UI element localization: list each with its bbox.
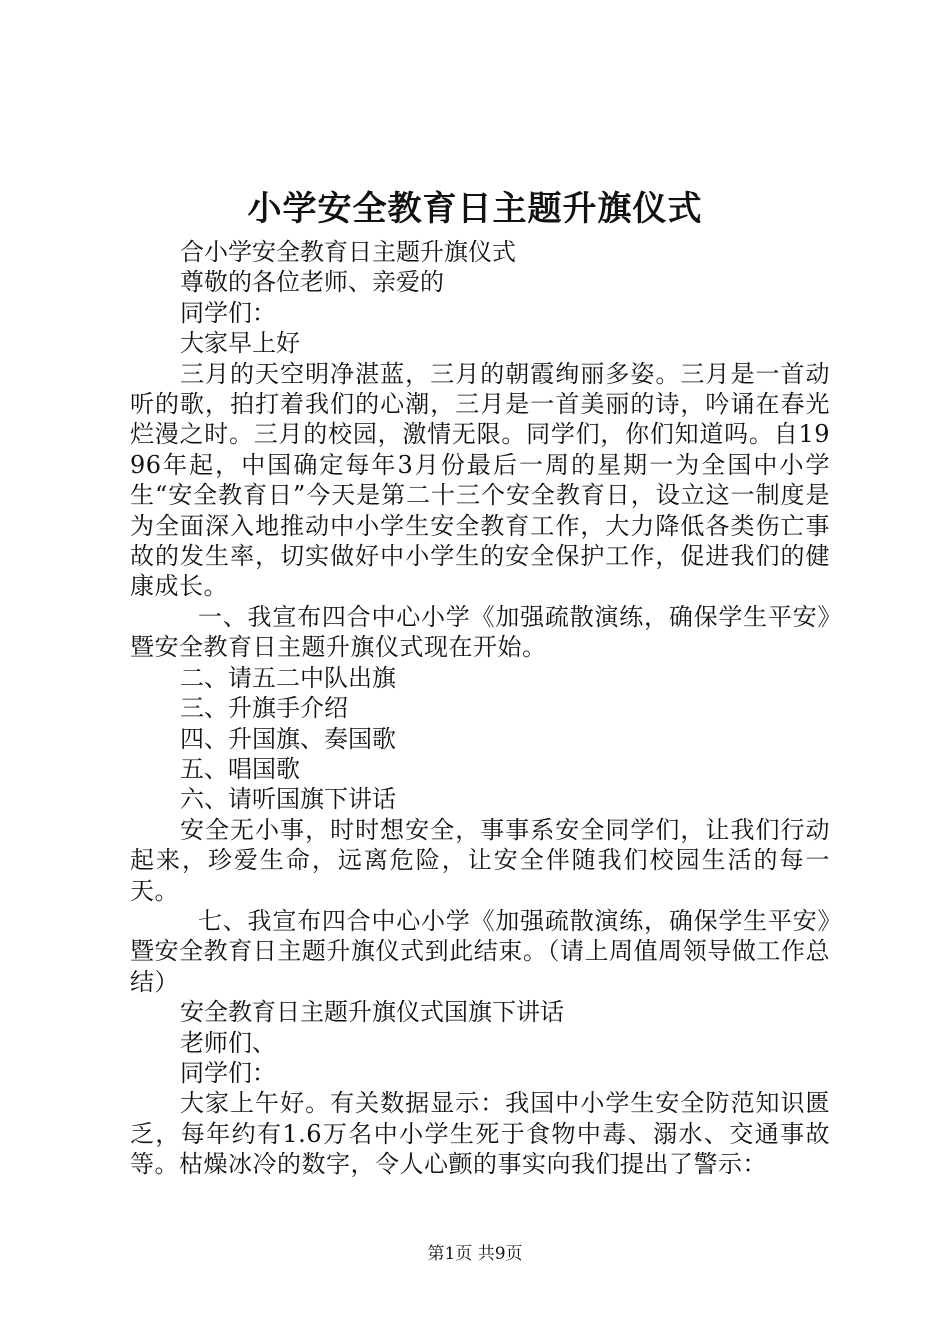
paragraph: 六、请听国旗下讲话: [180, 785, 396, 814]
paragraph: 五、唱国歌: [180, 754, 300, 783]
paragraph: 安全教育日主题升旗仪式国旗下讲话: [180, 998, 564, 1027]
paragraph: 一、我宣布四合中心小学《加强疏散演练，确保学生平安》暨安全教育日主题升旗仪式现在开始。: [130, 602, 830, 662]
paragraph: 安全无小事，时时想安全，事事系安全同学们，让我们行动起来，珍爱生命，远离危险，让安全伴随我们校园生活的每一天。: [130, 815, 830, 905]
paragraph: 三、升旗手介绍: [180, 694, 348, 723]
paragraph: 尊敬的各位老师、亲爱的: [180, 268, 444, 297]
paragraph: 合小学安全教育日主题升旗仪式: [180, 238, 516, 266]
paragraph: 四、升国旗、奏国歌: [180, 724, 396, 753]
page-footer: 第1页 共9页: [427, 1244, 523, 1264]
paragraph: 三月的天空明净湛蓝，三月的朝霞绚丽多姿。三月是一首动听的歌，拍打着我们的心潮，三月是一首美丽的诗，吟诵在春光烂漫之时。三月的校园，激情无限。同学们，你们知道吗。自1996年起，中国确定每年3月份最后一周的星期一为全国中小学生“安全教育日”今天是第二十三个安全教育日，设立这一制度是为全面深入地推动中小学生安全教育工作，大力降低各类伤亡事故的发生率，切实做好中小学生的安全保护工作，促进我们的健康成长。: [130, 359, 830, 601]
paragraph: 七、我宣布四合中心小学《加强疏散演练，确保学生平安》暨安全教育日主题升旗仪式到此结束。（请上周值周领导做工作总结）: [130, 906, 830, 996]
document-body: [130, 237, 830, 1180]
paragraph: 老师们、: [180, 1028, 276, 1057]
paragraph: 大家早上好: [180, 329, 300, 358]
paragraph: 同学们：: [180, 298, 276, 327]
paragraph: 大家上午好。有关数据显示：我国中小学生安全防范知识匮乏，每年约有1.6万名中小学生死于食物中毒、溺水、交通事故等。枯燥冰冷的数字，令人心颤的事实向我们提出了警示：: [130, 1089, 830, 1179]
document-title: 小学安全教育日主题升旗仪式: [247, 189, 703, 229]
paragraph: 二、请五二中队出旗: [180, 663, 396, 692]
paragraph: 同学们：: [180, 1058, 276, 1087]
